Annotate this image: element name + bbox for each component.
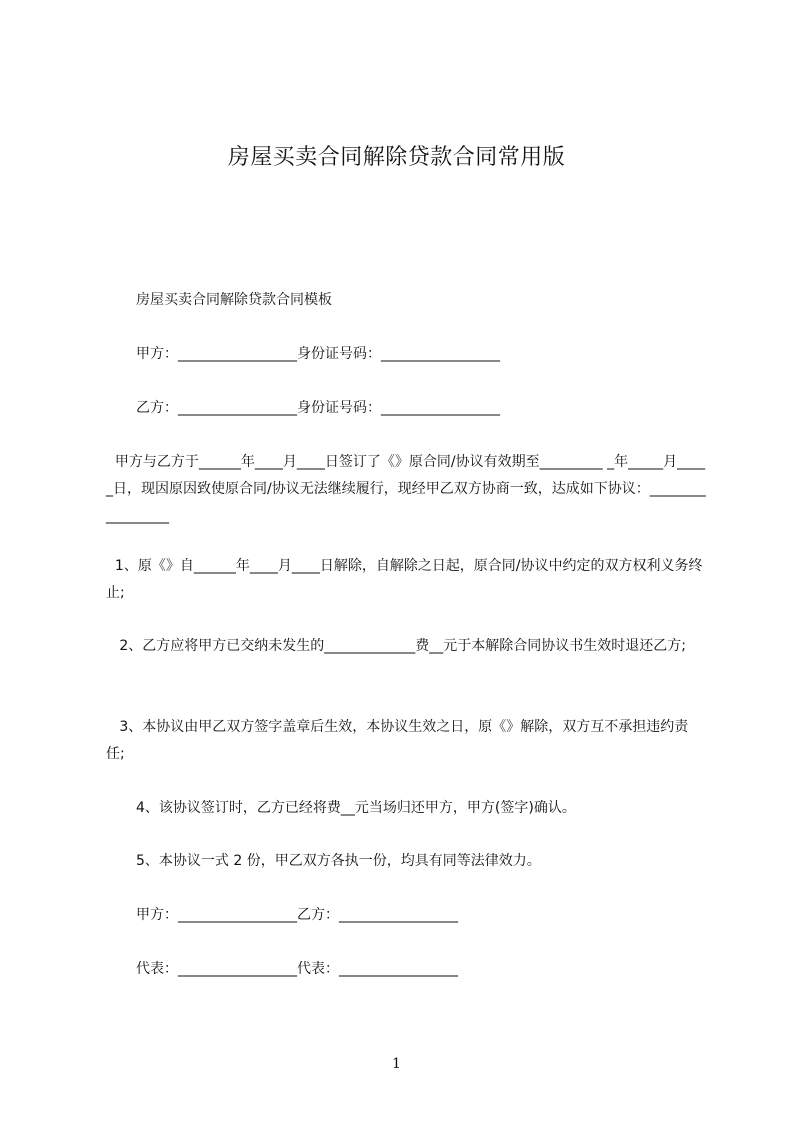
document-title: 房屋买卖合同解除贷款合同常用版 <box>227 145 566 170</box>
clause-3: 3、本协议由甲乙双方签字盖章后生效，本协议生效之日，原《》解除，双方互不承担违约责任; <box>106 719 689 762</box>
party-b-line: 乙方：_________________身份证号码：_________________ <box>136 400 500 416</box>
document-subtitle: 房屋买卖合同解除贷款合同模板 <box>136 292 332 308</box>
party-a-line: 甲方：_________________身份证号码：_________________ <box>136 346 500 362</box>
page-number: 1 <box>392 1056 401 1072</box>
clause-5: 5、本协议一式 2 份，甲乙双方各执一份，均具有同等法律效力。 <box>136 853 541 869</box>
intro-paragraph: 甲方与乙方于______年____月____日签订了《》原合同/协议有效期至_________ _年_____月_____日，现因原因致使原合同/协议无法继续履行，现经甲乙双方协商一致，达成如下协议：_________________ <box>106 454 706 524</box>
clause-2: 2、乙方应将甲方已交纳未发生的_____________费__元于本解除合同协议书生效时退还乙方; <box>106 638 686 654</box>
signature-representatives-line: 代表：_________________代表：_________________ <box>136 961 458 977</box>
clause-4: 4、该协议签订时，乙方已经将费__元当场归还甲方，甲方(签字)确认。 <box>136 800 576 816</box>
clause-1: 1、原《》自______年____月____日解除，自解除之日起，原合同/协议中约定的双方权利义务终止; <box>106 558 703 601</box>
signature-parties-line: 甲方：_________________乙方：_________________ <box>136 907 458 923</box>
